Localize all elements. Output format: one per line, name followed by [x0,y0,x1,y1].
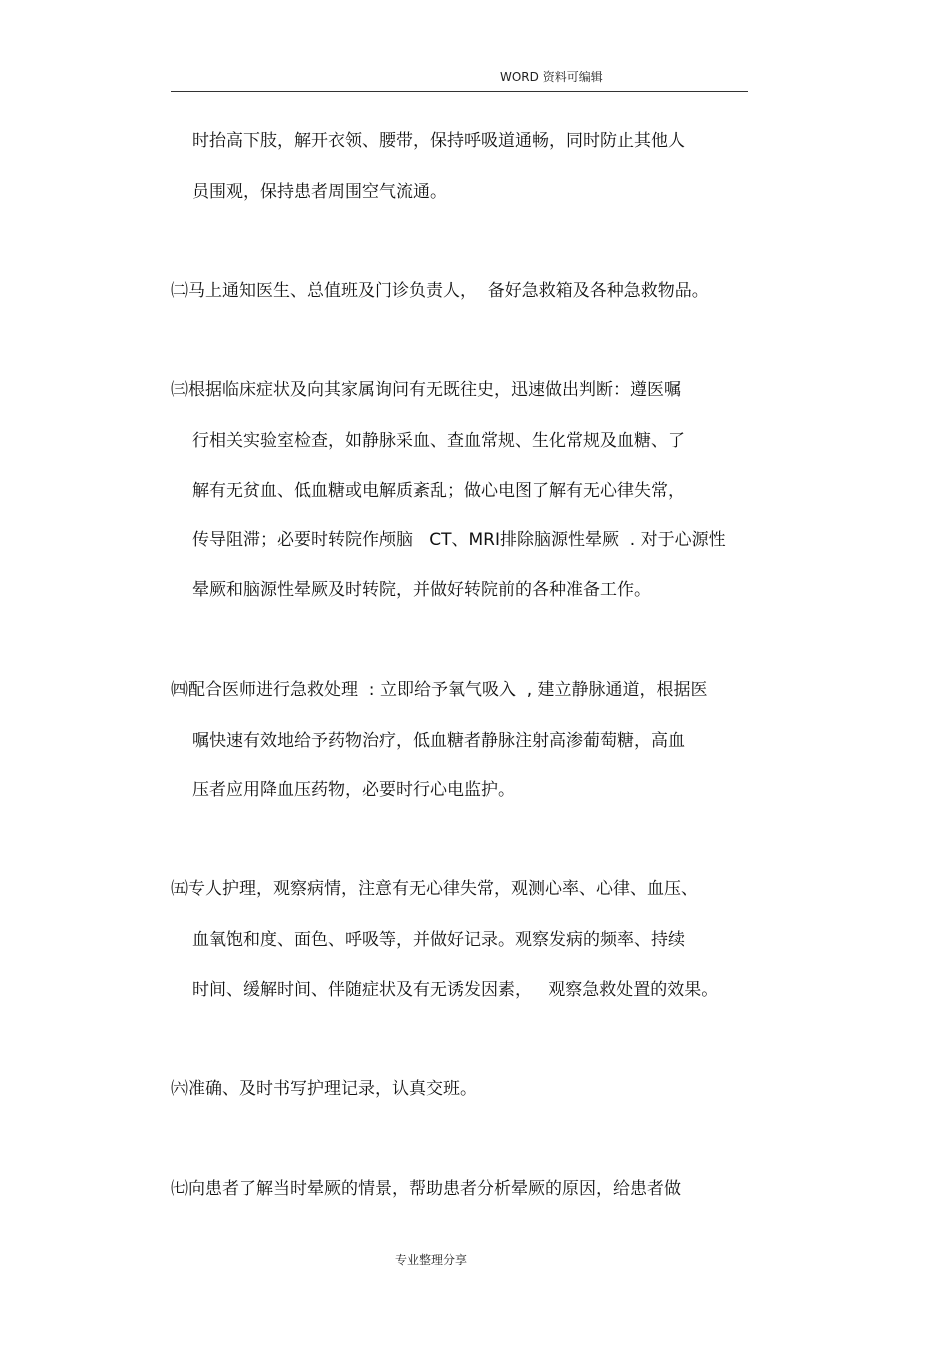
text-line: 时抬高下肢，解开衣领、腰带，保持呼吸道通畅，同时防止其他人 [192,131,685,151]
text-line: 行相关实验室检查，如静脉采血、查血常规、生化常规及血糖、了 [192,431,685,451]
text-line: 时间、缓解时间、伴随症状及有无诱发因素， 观察急救处置的效果。 [192,980,719,1000]
header-divider [171,91,748,92]
item-3-text: ㈢根据临床症状及向其家属询问有无既往史，迅速做出判断：遵医嘱 [171,380,681,400]
text-line: 血氧饱和度、面色、呼吸等，并做好记录。观察发病的频率、持续 [192,930,685,950]
item-2-text: ㈡马上通知医生、总值班及门诊负责人， 备好急救箱及各种急救物品。 [171,281,709,301]
text-line: 压者应用降血压药物，必要时行心电监护。 [192,780,515,800]
item-5-text: ㈤专人护理，观察病情，注意有无心律失常，观测心率、心律、血压、 [171,879,698,899]
page-footer: 专业整理分享 [395,1253,468,1267]
text-line: 嘱快速有效地给予药物治疗，低血糖者静脉注射高渗葡萄糖，高血 [192,731,685,751]
text-line: 传导阻滞；必要时转院作颅脑 CT、MRI排除脑源性晕厥 . 对于心源性 [192,530,726,550]
item-6-text: ㈥准确、及时书写护理记录，认真交班。 [171,1079,477,1099]
text-line: 员围观，保持患者周围空气流通。 [192,182,447,202]
text-line: 晕厥和脑源性晕厥及时转院，并做好转院前的各种准备工作。 [192,580,651,600]
page-header: WORD 资料可编辑 [500,70,603,84]
item-4-text: ㈣配合医师进行急救处理 : 立即给予氧气吸入 , 建立静脉通道，根据医 [171,680,708,700]
text-line: 解有无贫血、低血糖或电解质紊乱；做心电图了解有无心律失常， [192,481,685,501]
item-7-text: ㈦向患者了解当时晕厥的情景，帮助患者分析晕厥的原因，给患者做 [171,1179,681,1199]
